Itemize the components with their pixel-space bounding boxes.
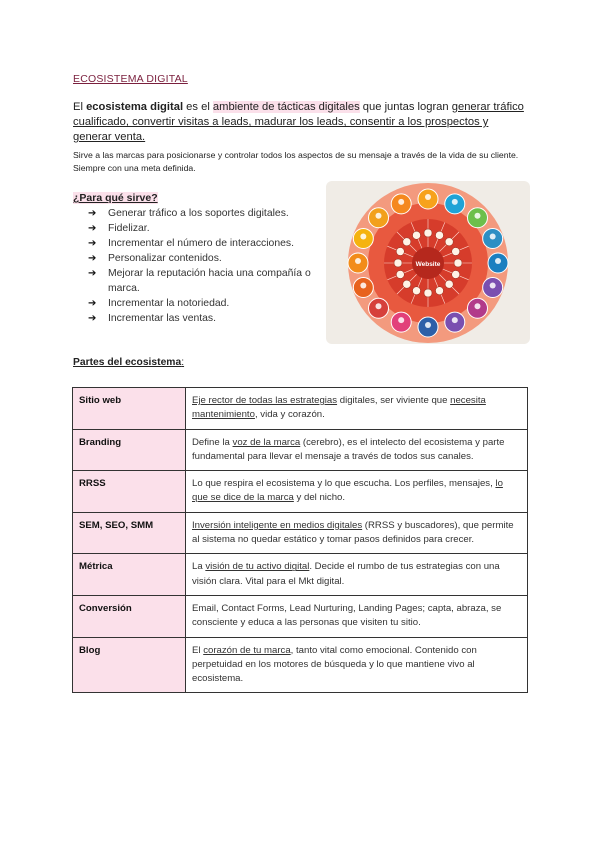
diagram-person-icon (445, 238, 453, 246)
list-item (88, 236, 320, 251)
diagram-channel-icon (355, 258, 361, 264)
arrow-icon: ➔ (88, 223, 97, 234)
diagram-center-label: Website (415, 261, 441, 268)
intro-text-3: que juntas logran (359, 101, 452, 113)
row-value (186, 388, 528, 430)
list-item-text: Incrementar la notoriedad. (108, 298, 230, 309)
diagram-channel-icon (490, 234, 496, 240)
diagram-person-icon (424, 229, 432, 237)
row-underline: corazón de tu marca (203, 644, 291, 656)
parts-heading (73, 357, 184, 368)
row-text: La (192, 561, 206, 573)
diagram-person-icon (396, 270, 404, 278)
ecosystem-diagram-svg (326, 181, 530, 344)
ecosystem-diagram (326, 181, 530, 344)
list-item-text: Incrementar el número de interacciones. (108, 238, 294, 249)
diagram-person-icon (424, 289, 432, 297)
diagram-channel-icon (495, 258, 501, 264)
parts-heading-colon: : (181, 357, 185, 368)
intro-text-1: El (73, 101, 87, 113)
row-value (186, 595, 528, 637)
diagram-channel-icon (360, 282, 366, 288)
row-value (186, 637, 528, 693)
diagram-channel-icon (474, 303, 480, 309)
row-value (186, 512, 528, 554)
parts-table (72, 387, 528, 693)
arrow-icon: ➔ (88, 238, 97, 249)
list-item (88, 251, 320, 266)
table-row (73, 554, 528, 596)
row-text: , tanto vital como emocional. Contenido con perpetuidad en los motores de búsqueda y lo que mantiene vivo al ecosistema. (192, 644, 477, 685)
intro-strong: ecosistema digital (86, 101, 184, 113)
diagram-person-icon (435, 287, 443, 295)
parts-heading-text: Partes del ecosistema (73, 357, 182, 368)
row-underline: visión de tu activo digital (205, 561, 310, 573)
diagram-channel-icon (452, 317, 458, 323)
diagram-person-icon (413, 287, 421, 295)
table-row (73, 388, 528, 430)
diagram-person-icon (454, 259, 462, 267)
diagram-channel-icon (360, 234, 366, 240)
row-text: Email, Contact Forms, Lead Nurturing, Landing Pages; capta, abraza, se consciente y educa a las personas que visiten tu sitio. (192, 602, 502, 629)
why-list (88, 206, 320, 326)
row-key: Métrica (73, 554, 186, 596)
diagram-person-icon (452, 270, 460, 278)
arrow-icon: ➔ (88, 253, 97, 264)
arrow-icon: ➔ (88, 313, 97, 324)
row-underline: voz de la marca (232, 436, 301, 448)
why-heading: ¿Para qué sirve? (73, 192, 158, 204)
diagram-channel-icon (425, 194, 431, 200)
row-underline: Inversión inteligente en medios digitales (192, 519, 363, 531)
list-item (88, 311, 320, 326)
row-key: Conversión (73, 595, 186, 637)
list-item (88, 266, 320, 296)
row-text: Define la (192, 436, 233, 448)
row-value (186, 471, 528, 513)
table-row (73, 595, 528, 637)
row-key: RRSS (73, 471, 186, 513)
row-value (186, 554, 528, 596)
row-key: Branding (73, 429, 186, 471)
row-text: . Decide el rumbo de tus estrategias con una visión clara. Vital para el Mkt digital. (192, 561, 500, 587)
diagram-person-icon (403, 280, 411, 288)
diagram-person-icon (396, 248, 404, 256)
diagram-person-icon (445, 280, 453, 288)
row-text: (RRSS y buscadores), que permite al sistema no quedar estático y tomar pasos definidos para crecer. (192, 519, 514, 546)
diagram-channel-icon (452, 199, 458, 205)
row-text: , vida y corazón. (254, 409, 325, 421)
row-underline: lo que se dice de la marca (192, 478, 503, 504)
row-text: El (192, 644, 204, 656)
row-text: Lo que respira el ecosistema y lo que escucha. Los perfiles, mensajes, (192, 478, 496, 490)
arrow-icon: ➔ (88, 298, 97, 309)
list-item (88, 296, 320, 311)
list-item-text: Fidelizar. (108, 223, 150, 234)
row-text: digitales, ser viviente que (337, 395, 451, 406)
diagram-channel-icon (398, 317, 404, 323)
list-item-text: Incrementar las ventas. (108, 313, 216, 324)
diagram-channel-icon (425, 322, 431, 328)
table-row (73, 429, 528, 471)
diagram-person-icon (452, 248, 460, 256)
list-item-text: Mejorar la reputación hacia una compañía o marca. (108, 268, 311, 294)
intro-highlight: ambiente de tácticas digitales (212, 101, 360, 113)
row-underline: Eje rector de todas las estrategias (192, 395, 338, 406)
table-row (73, 637, 528, 693)
row-value (186, 429, 528, 471)
list-item (88, 221, 320, 236)
diagram-person-icon (435, 231, 443, 239)
document-title: ECOSISTEMA DIGITAL (73, 73, 188, 85)
diagram-person-icon (413, 231, 421, 239)
arrow-icon: ➔ (88, 268, 97, 279)
list-item (88, 206, 320, 221)
row-key: SEM, SEO, SMM (73, 512, 186, 554)
intro-subtext: Sirve a las marcas para posicionarse y controlar todos los aspectos de su mensaje a través de la vida de su cliente. Siempre con una meta definida. (73, 150, 519, 173)
row-key: Sitio web (73, 388, 186, 430)
intro-text-2: es el (183, 101, 213, 113)
intro-paragraph (73, 100, 529, 145)
diagram-channel-icon (376, 303, 382, 309)
row-text: y del nicho. (293, 492, 346, 504)
diagram-person-icon (394, 259, 402, 267)
table-row (73, 512, 528, 554)
diagram-person-icon (403, 238, 411, 246)
diagram-channel-icon (376, 213, 382, 219)
row-key: Blog (73, 637, 186, 693)
table-row (73, 471, 528, 513)
diagram-channel-icon (398, 199, 404, 205)
arrow-icon: ➔ (88, 208, 97, 219)
list-item-text: Generar tráfico a los soportes digitales. (108, 208, 289, 219)
row-text: (cerebro), es el intelecto del ecosistema y parte fundamental para llevar el mensaje a través de todos sus canales. (192, 436, 505, 462)
row-underline: necesita mantenimiento (192, 395, 486, 421)
list-item-text: Personalizar contenidos. (108, 253, 222, 264)
diagram-channel-icon (490, 282, 496, 288)
diagram-channel-icon (474, 213, 480, 219)
intro-underline: generar tráfico cualificado, convertir visitas a leads, madurar los leads, consentir a los prospectos y generar venta. (73, 101, 524, 143)
